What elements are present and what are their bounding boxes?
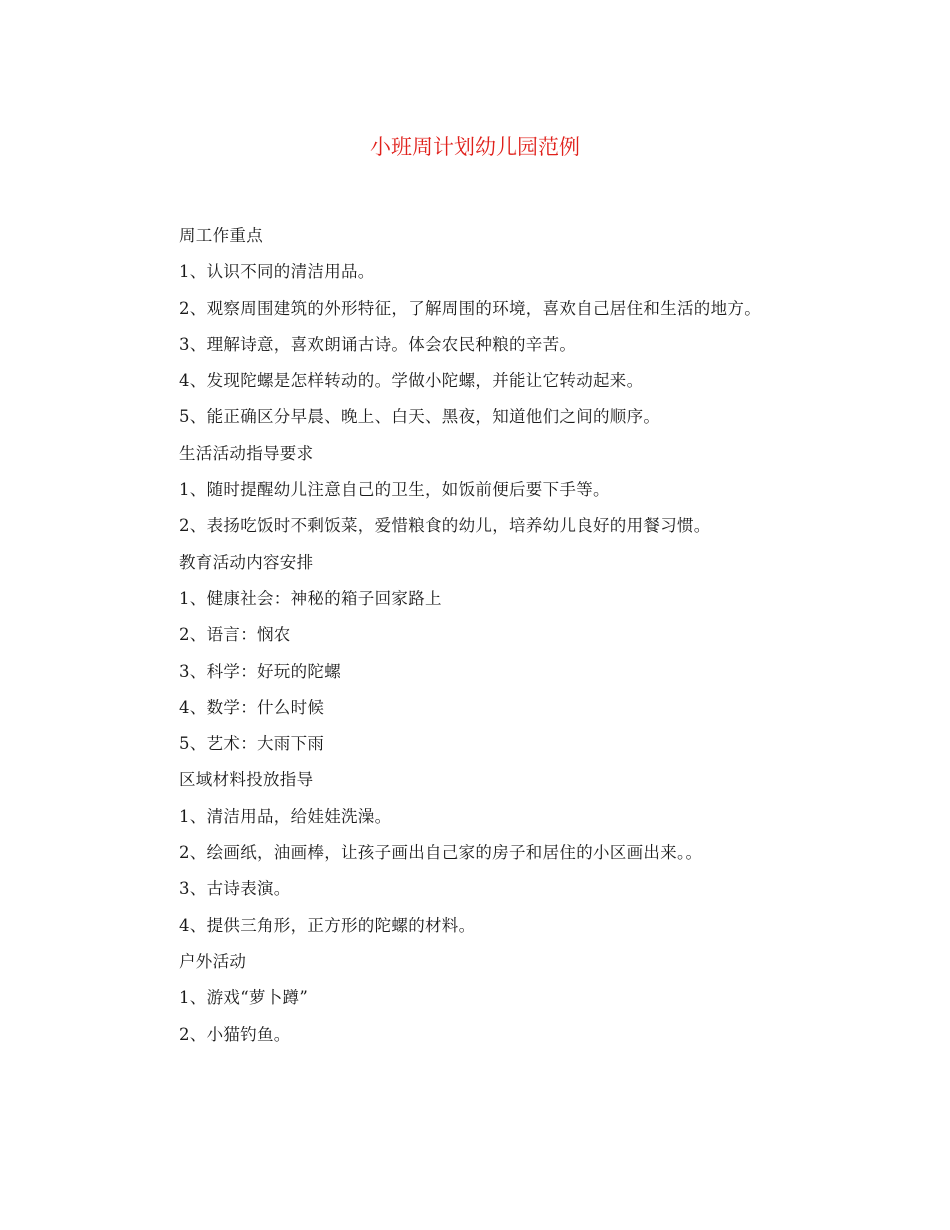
list-item: 4、数学：什么时候 [179,697,325,717]
list-item: 1、认识不同的清洁用品。 [179,262,375,282]
section-heading-weekly-focus: 周工作重点 [179,226,263,245]
list-item: 3、古诗表演。 [179,879,291,899]
list-item: 4、发现陀螺是怎样转动的。学做小陀螺，并能让它转动起来。 [179,371,644,391]
list-item: 2、表扬吃饭时不剩饭菜，爱惜粮食的幼儿，培养幼儿良好的用餐习惯。 [179,516,711,536]
document-body [142,218,792,1053]
list-item: 4、提供三角形，正方形的陀螺的材料。 [179,915,476,935]
section-heading-daily-life: 生活活动指导要求 [179,443,314,463]
list-item: 1、游戏“萝卜蹲” [179,988,309,1008]
list-item: 5、艺术：大雨下雨 [179,734,325,754]
section-heading-outdoor-activities: 户外活动 [179,951,247,971]
list-item: 2、小猫钓鱼。 [179,1024,291,1044]
list-item: 2、语言：悯农 [179,625,291,645]
list-item: 1、健康社会：神秘的箱子回家路上 [179,588,442,608]
list-item: 2、观察周围建筑的外形特征，了解周围的环境，喜欢自己居住和生活的地方。 [179,298,761,318]
list-item: 3、理解诗意，喜欢朗诵古诗。体会农民种粮的辛苦。 [179,334,577,354]
section-heading-education-activities: 教育活动内容安排 [179,552,314,572]
list-item: 2、绘画纸，油画棒，让孩子画出自己家的房子和居住的小区画出来。。 [179,843,703,863]
list-item: 5、能正确区分早晨、晚上、白天、黑夜，知道他们之间的顺序。 [179,407,661,427]
list-item: 1、随时提醒幼儿注意自己的卫生，如饭前便后要下手等。 [179,480,610,500]
document-title: 小班周计划幼儿园范例 [370,135,580,159]
list-item: 1、清洁用品，给娃娃洗澡。 [179,806,392,826]
list-item: 3、科学：好玩的陀螺 [179,661,341,681]
section-heading-area-materials: 区域材料投放指导 [179,770,314,790]
